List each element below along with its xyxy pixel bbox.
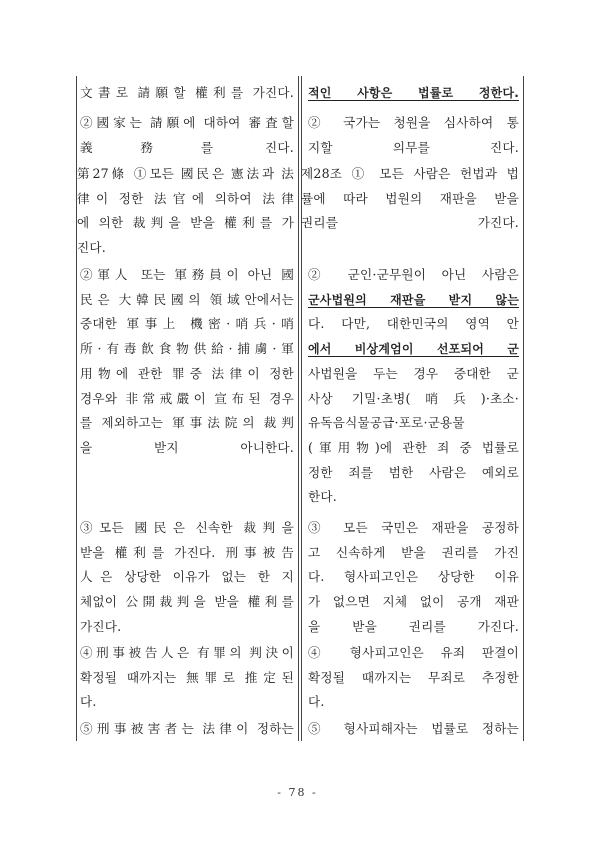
right-p5-line-2: 다. (308, 694, 325, 710)
right-p3-line-4: 사법원을 두는 경우 중대한 군 (308, 365, 519, 381)
left-p2-line-1: 律이 정한 法官에 의하여 法律 (77, 190, 294, 206)
right-p3-line-8: 정한 죄를 범한 사람은 예외로 (308, 464, 519, 480)
left-p4-line-0: ③모든 國民은 신속한 裁判을 (80, 520, 294, 535)
left-p4-line-1: 받을 權利를 가진다. 刑事被告 (80, 544, 294, 560)
right-p2-line-1: 률에 따라 법원의 재판을 받을 (301, 190, 519, 206)
left-p2-line-0: 第27條 ①모든 國民은 憲法과 法 (77, 166, 294, 181)
right-p3-line-6: 유독음식물공급·포로·군용물 (308, 415, 465, 431)
right-p3-line-7: (軍用物)에 관한 죄 중 법률로 (308, 439, 519, 455)
left-p3-line-0: ②軍人 또는 軍務員이 아닌 國 (80, 267, 294, 282)
left-p6-line-0: ⑤刑事被害者는 法律이 정하는 (80, 721, 294, 736)
left-p5-line-0: ④刑事被告人은 有罪의 判決이 (80, 645, 294, 660)
right-p3-line-3: 에서 비상계엄이 선포되어 군 (308, 342, 519, 357)
right-p1-line-1: 지할 의무를 진다. (308, 139, 519, 155)
right-article-28 (301, 162, 519, 236)
left-p3-line-6: 를 제외하고는 軍事法院의 裁判 (80, 415, 294, 431)
left-p3-line-1: 民은 大韓民國의 領域안에서는 (80, 291, 294, 307)
left-article-27 (77, 162, 294, 261)
left-p0-line-0: 文書로 請願할 權利를 가진다. (80, 85, 294, 100)
comparison-table (76, 76, 524, 741)
left-paragraph-4 (80, 516, 294, 640)
right-p2-line-0: 제28조 ① 모든 사람은 헌법과 법 (301, 166, 519, 181)
left-paragraph-6 (80, 717, 294, 742)
left-p3-line-3: 所·有毒飮食物供給·捕虜·軍 (80, 341, 294, 357)
right-paragraph-3 (308, 263, 519, 510)
right-p4-line-3: 가 없으면 지체 없이 공개 재판 (308, 594, 519, 610)
right-p3-line-2: 다. 다만, 대한민국의 영역 안 (308, 316, 519, 332)
left-p3-line-5: 경우와 非常戒嚴이 宣布된 경우 (80, 390, 294, 406)
right-p5-line-1: 확정될 때까지는 무죄로 추정한 (308, 669, 519, 685)
left-p2-line-3: 진다. (77, 240, 106, 256)
table-divider (298, 76, 299, 741)
left-p3-line-2: 중대한 軍事上 機密·哨兵·哨 (80, 316, 294, 332)
right-paragraph-4 (308, 516, 519, 640)
table-border-right (523, 76, 524, 741)
left-p5-line-2: 다. (80, 694, 97, 710)
left-p2-line-2: 에 의한 裁判을 받을 權利를 가 (77, 215, 294, 231)
left-p4-line-3: 체없이 公開裁判을 받을 權利를 (80, 594, 294, 610)
left-p3-line-4: 用物에 관한 罪중 法律이 정한 (80, 365, 294, 381)
left-p1-line-0: ②國家는 請願에 대하여 審査할 (80, 115, 294, 130)
right-p3-line-0: ② 군인·군무원이 아닌 사람은 (308, 267, 519, 282)
left-paragraph-1 (80, 111, 294, 160)
left-p4-line-4: 가진다. (80, 618, 122, 634)
right-p3-line-1: 군사법원의 재판을 받지 않는 (308, 292, 519, 307)
right-p6-line-0: ⑤ 형사피해자는 법률로 정하는 (308, 721, 519, 736)
right-p4-line-2: 다. 형사피고인은 상당한 이유 (308, 569, 519, 585)
left-p1-line-1: 義務를 진다. (80, 139, 294, 155)
right-p3-line-5: 사상 기밀·초병(哨兵)·초소· (308, 390, 519, 406)
right-paragraph-0 (308, 81, 519, 106)
left-p4-line-2: 人은 상당한 이유가 없는 한 지 (80, 569, 294, 585)
left-paragraph-5 (80, 641, 294, 715)
right-p4-line-0: ③ 모든 국민은 재판을 공정하 (308, 520, 519, 535)
right-p5-line-0: ④ 형사피고인은 유죄 판결이 (308, 645, 519, 660)
right-paragraph-5 (308, 641, 519, 715)
right-p0-line-0: 적인 사항은 법률로 정한다. (308, 86, 519, 100)
left-paragraph-3 (80, 263, 294, 461)
right-p1-line-0: ② 국가는 청원을 심사하여 통 (308, 115, 519, 130)
left-paragraph-0 (80, 81, 294, 106)
left-p3-line-7: 을 받지 아니한다. (80, 439, 294, 455)
left-p5-line-1: 확정될 때까지는 無罪로 推定된 (80, 669, 294, 685)
right-p4-line-4: 을 받을 권리를 가진다. (308, 618, 519, 634)
page-number: - 78 - (277, 786, 318, 799)
right-paragraph-1 (308, 111, 519, 160)
right-paragraph-6 (308, 717, 519, 742)
right-p3-line-9: 한다. (308, 489, 337, 505)
right-p4-line-1: 고 신속하게 받을 권리를 가진 (308, 544, 519, 560)
right-p2-line-2: 권리를 가진다. (301, 215, 519, 231)
